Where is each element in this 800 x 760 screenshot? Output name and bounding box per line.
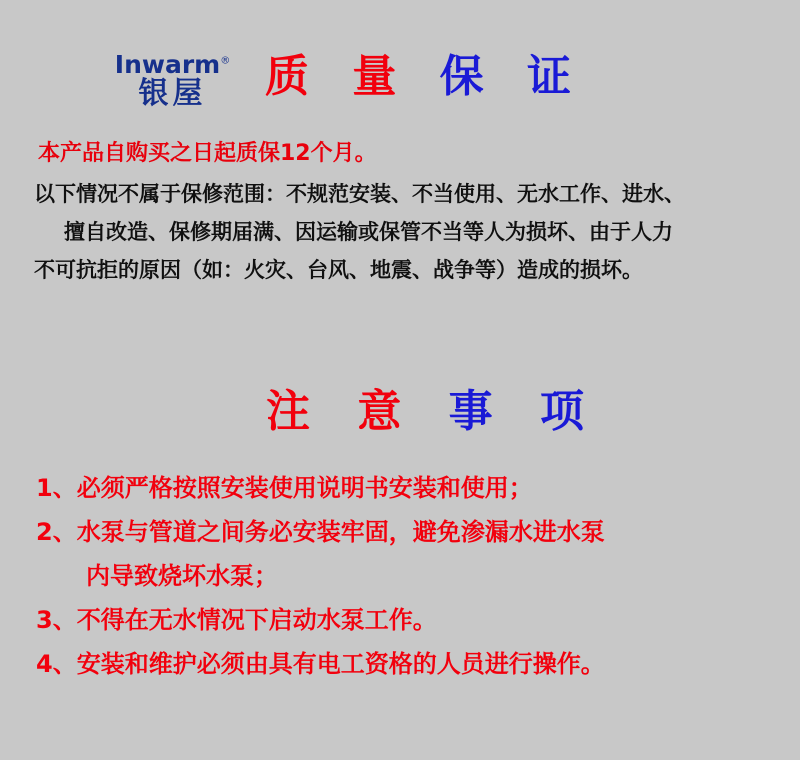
list-item: 内导致烧坏水泵； (86, 562, 278, 590)
list-item: 4、安装和维护必须由具有电工资格的人员进行操作。 (36, 650, 605, 678)
brand-logo (105, 52, 240, 109)
list-item: 3、不得在无水情况下启动水泵工作。 (36, 606, 437, 634)
document-header (0, 40, 800, 120)
brand-logo-chinese: 银屋 (138, 76, 207, 111)
warranty-lead-text: 本产品自购买之日起质保12个月。 (38, 141, 377, 166)
brand-logo-word-text: Inwarm (114, 50, 221, 79)
notice-title-red: 注 意 (266, 386, 449, 437)
list-item: 2、水泵与管道之间务必安装牢固，避免渗漏水进水泵 (36, 518, 605, 546)
warranty-body-line: 以下情况不属于保修范围：不规范安装、不当使用、无水工作、进水、 (34, 182, 685, 206)
brand-logo-wordmark (115, 52, 230, 77)
notice-list (36, 466, 776, 686)
notice-title-blue: 事 项 (448, 386, 600, 437)
warranty-body (34, 175, 769, 289)
registered-trademark-icon: ® (220, 55, 231, 67)
notice-title (266, 375, 600, 439)
warranty-body-line: 不可抗拒的原因（如：火灾、台风、地震、战争等）造成的损坏。 (34, 258, 643, 282)
warranty-title-blue: 保 证 (439, 51, 585, 102)
warranty-body-line: 擅自改造、保修期届满、因运输或保管不当等人为损坏、由于人力 (64, 220, 673, 244)
warranty-title (265, 40, 585, 104)
warranty-title-red: 质 量 (265, 51, 440, 102)
list-item: 1、必须严格按照安装使用说明书安装和使用； (36, 474, 533, 502)
